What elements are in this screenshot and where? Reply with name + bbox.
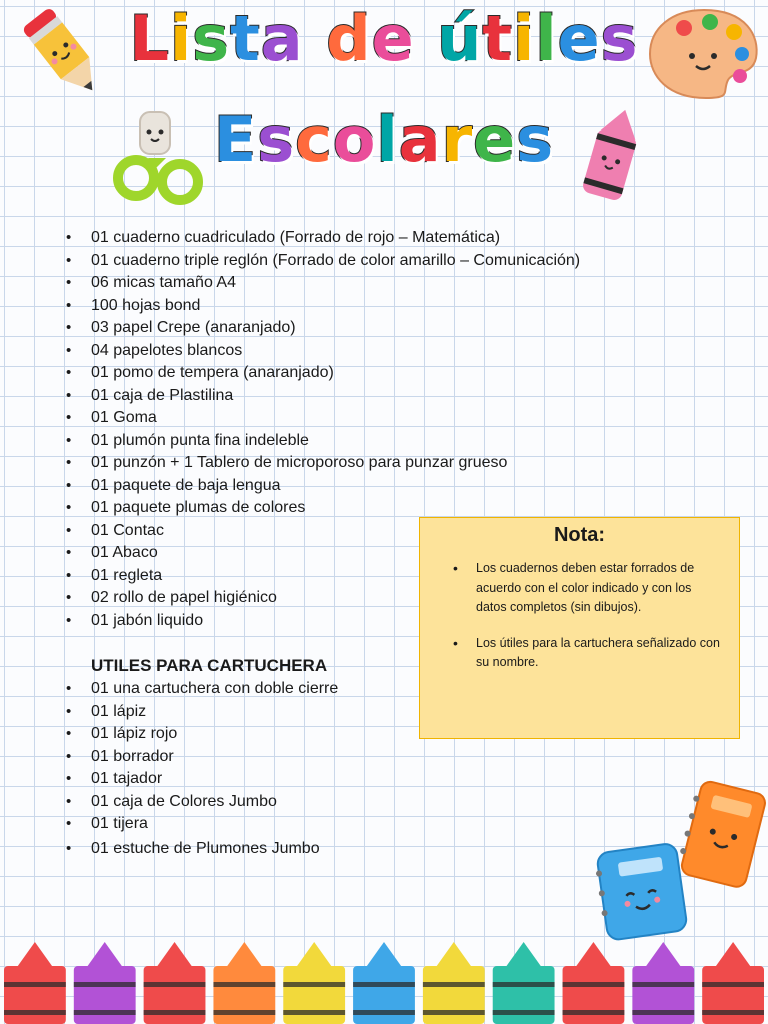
crayon-shape bbox=[283, 942, 345, 1024]
title-letter: l bbox=[535, 2, 558, 75]
title-letter: t bbox=[230, 2, 261, 75]
list-item: • 01 regleta bbox=[66, 565, 580, 588]
title-letter: t bbox=[482, 2, 514, 75]
title-letter: s bbox=[516, 103, 555, 176]
list-item: • 01 caja de Plastilina bbox=[66, 385, 580, 408]
title-letter: r bbox=[441, 103, 474, 176]
note-item: • Los cuadernos deben estar forrados de acuerdo con el color indicado y con los datos completos (sin dibujos). bbox=[476, 559, 723, 618]
crayon-shape bbox=[702, 942, 764, 1024]
crayon-shape bbox=[632, 942, 694, 1024]
list-item: • 01 Abaco bbox=[66, 542, 580, 565]
pencil-icon bbox=[14, 4, 114, 104]
list-item: • 01 Contac bbox=[66, 520, 580, 543]
list-item: • 01 lápiz rojo bbox=[66, 723, 338, 746]
title-letter: s bbox=[192, 2, 231, 75]
list-item: • 01 estuche de Plumones Jumbo bbox=[66, 838, 338, 861]
title-letter: E bbox=[213, 103, 258, 176]
title-letter: s bbox=[257, 103, 296, 176]
title-letter: ú bbox=[437, 2, 483, 75]
title-letter: d bbox=[326, 2, 372, 75]
list-item: • 06 micas tamaño A4 bbox=[66, 272, 580, 295]
crayon-icon bbox=[572, 106, 652, 206]
title-letter bbox=[304, 2, 327, 75]
title-letter: l bbox=[376, 103, 399, 176]
note-title: Nota: bbox=[553, 524, 606, 546]
crayon-shape bbox=[423, 942, 485, 1024]
crayon-shape bbox=[4, 942, 66, 1024]
list-item: • 01 paquete plumas de colores bbox=[66, 497, 580, 520]
list-item: • 02 rollo de papel higiénico bbox=[66, 587, 580, 610]
title-letter: s bbox=[600, 2, 639, 75]
crayon-row-icon bbox=[0, 938, 768, 1024]
list-item: • 01 paquete de baja lengua bbox=[66, 475, 580, 498]
crayon-shape bbox=[493, 942, 555, 1024]
list-item: • 01 jabón liquido bbox=[66, 610, 580, 633]
list-item: • 03 papel Crepe (anaranjado) bbox=[66, 317, 580, 340]
pencil-case-list bbox=[66, 678, 338, 860]
title-letter: e bbox=[371, 2, 415, 75]
title-letter: a bbox=[260, 2, 304, 75]
list-item: • 01 pomo de tempera (anaranjado) bbox=[66, 362, 580, 385]
note-item: • Los útiles para la cartuchera señalizado con su nombre. bbox=[476, 634, 723, 673]
crayon-shape bbox=[74, 942, 136, 1024]
crayon-shape bbox=[213, 942, 275, 1024]
title-letter: e bbox=[473, 103, 517, 176]
notebook-icon bbox=[588, 838, 692, 946]
title-letter: i bbox=[169, 2, 193, 75]
list-item: • 100 hojas bond bbox=[66, 295, 580, 318]
list-item: • 01 tijera bbox=[66, 813, 338, 836]
list-item: • 01 cuaderno triple reglón (Forrado de color amarillo – Comunicación) bbox=[66, 250, 580, 273]
list-item: • 01 punzón + 1 Tablero de microporoso para punzar grueso bbox=[66, 452, 580, 475]
list-item: • 01 Goma bbox=[66, 407, 580, 430]
title-letter: o bbox=[332, 103, 377, 176]
list-item: • 04 papelotes blancos bbox=[66, 340, 580, 363]
list-item: • 01 una cartuchera con doble cierre bbox=[66, 678, 338, 701]
list-item: • 01 cuaderno cuadriculado (Forrado de rojo – Matemática) bbox=[66, 227, 580, 250]
list-item: • 01 borrador bbox=[66, 746, 338, 769]
scissors-icon bbox=[108, 108, 208, 212]
list-item: • 01 lápiz bbox=[66, 701, 338, 724]
list-item: • 01 tajador bbox=[66, 768, 338, 791]
crayon-shape bbox=[563, 942, 625, 1024]
pencil-case-heading: UTILES PARA CARTUCHERA bbox=[91, 656, 328, 675]
list-item: • 01 plumón punta fina indeleble bbox=[66, 430, 580, 453]
crayon-shape bbox=[144, 942, 206, 1024]
list-item: • 01 caja de Colores Jumbo bbox=[66, 791, 338, 814]
title-letter: c bbox=[295, 103, 333, 176]
title-letter bbox=[415, 2, 438, 75]
title-letter: a bbox=[398, 103, 442, 176]
title-letter: e bbox=[557, 2, 601, 75]
title-letter: L bbox=[129, 2, 170, 75]
paint-palette-icon bbox=[646, 6, 762, 102]
note-box bbox=[419, 517, 740, 739]
title-letter: i bbox=[513, 2, 536, 75]
note-list bbox=[420, 559, 739, 673]
crayon-shape bbox=[353, 942, 415, 1024]
